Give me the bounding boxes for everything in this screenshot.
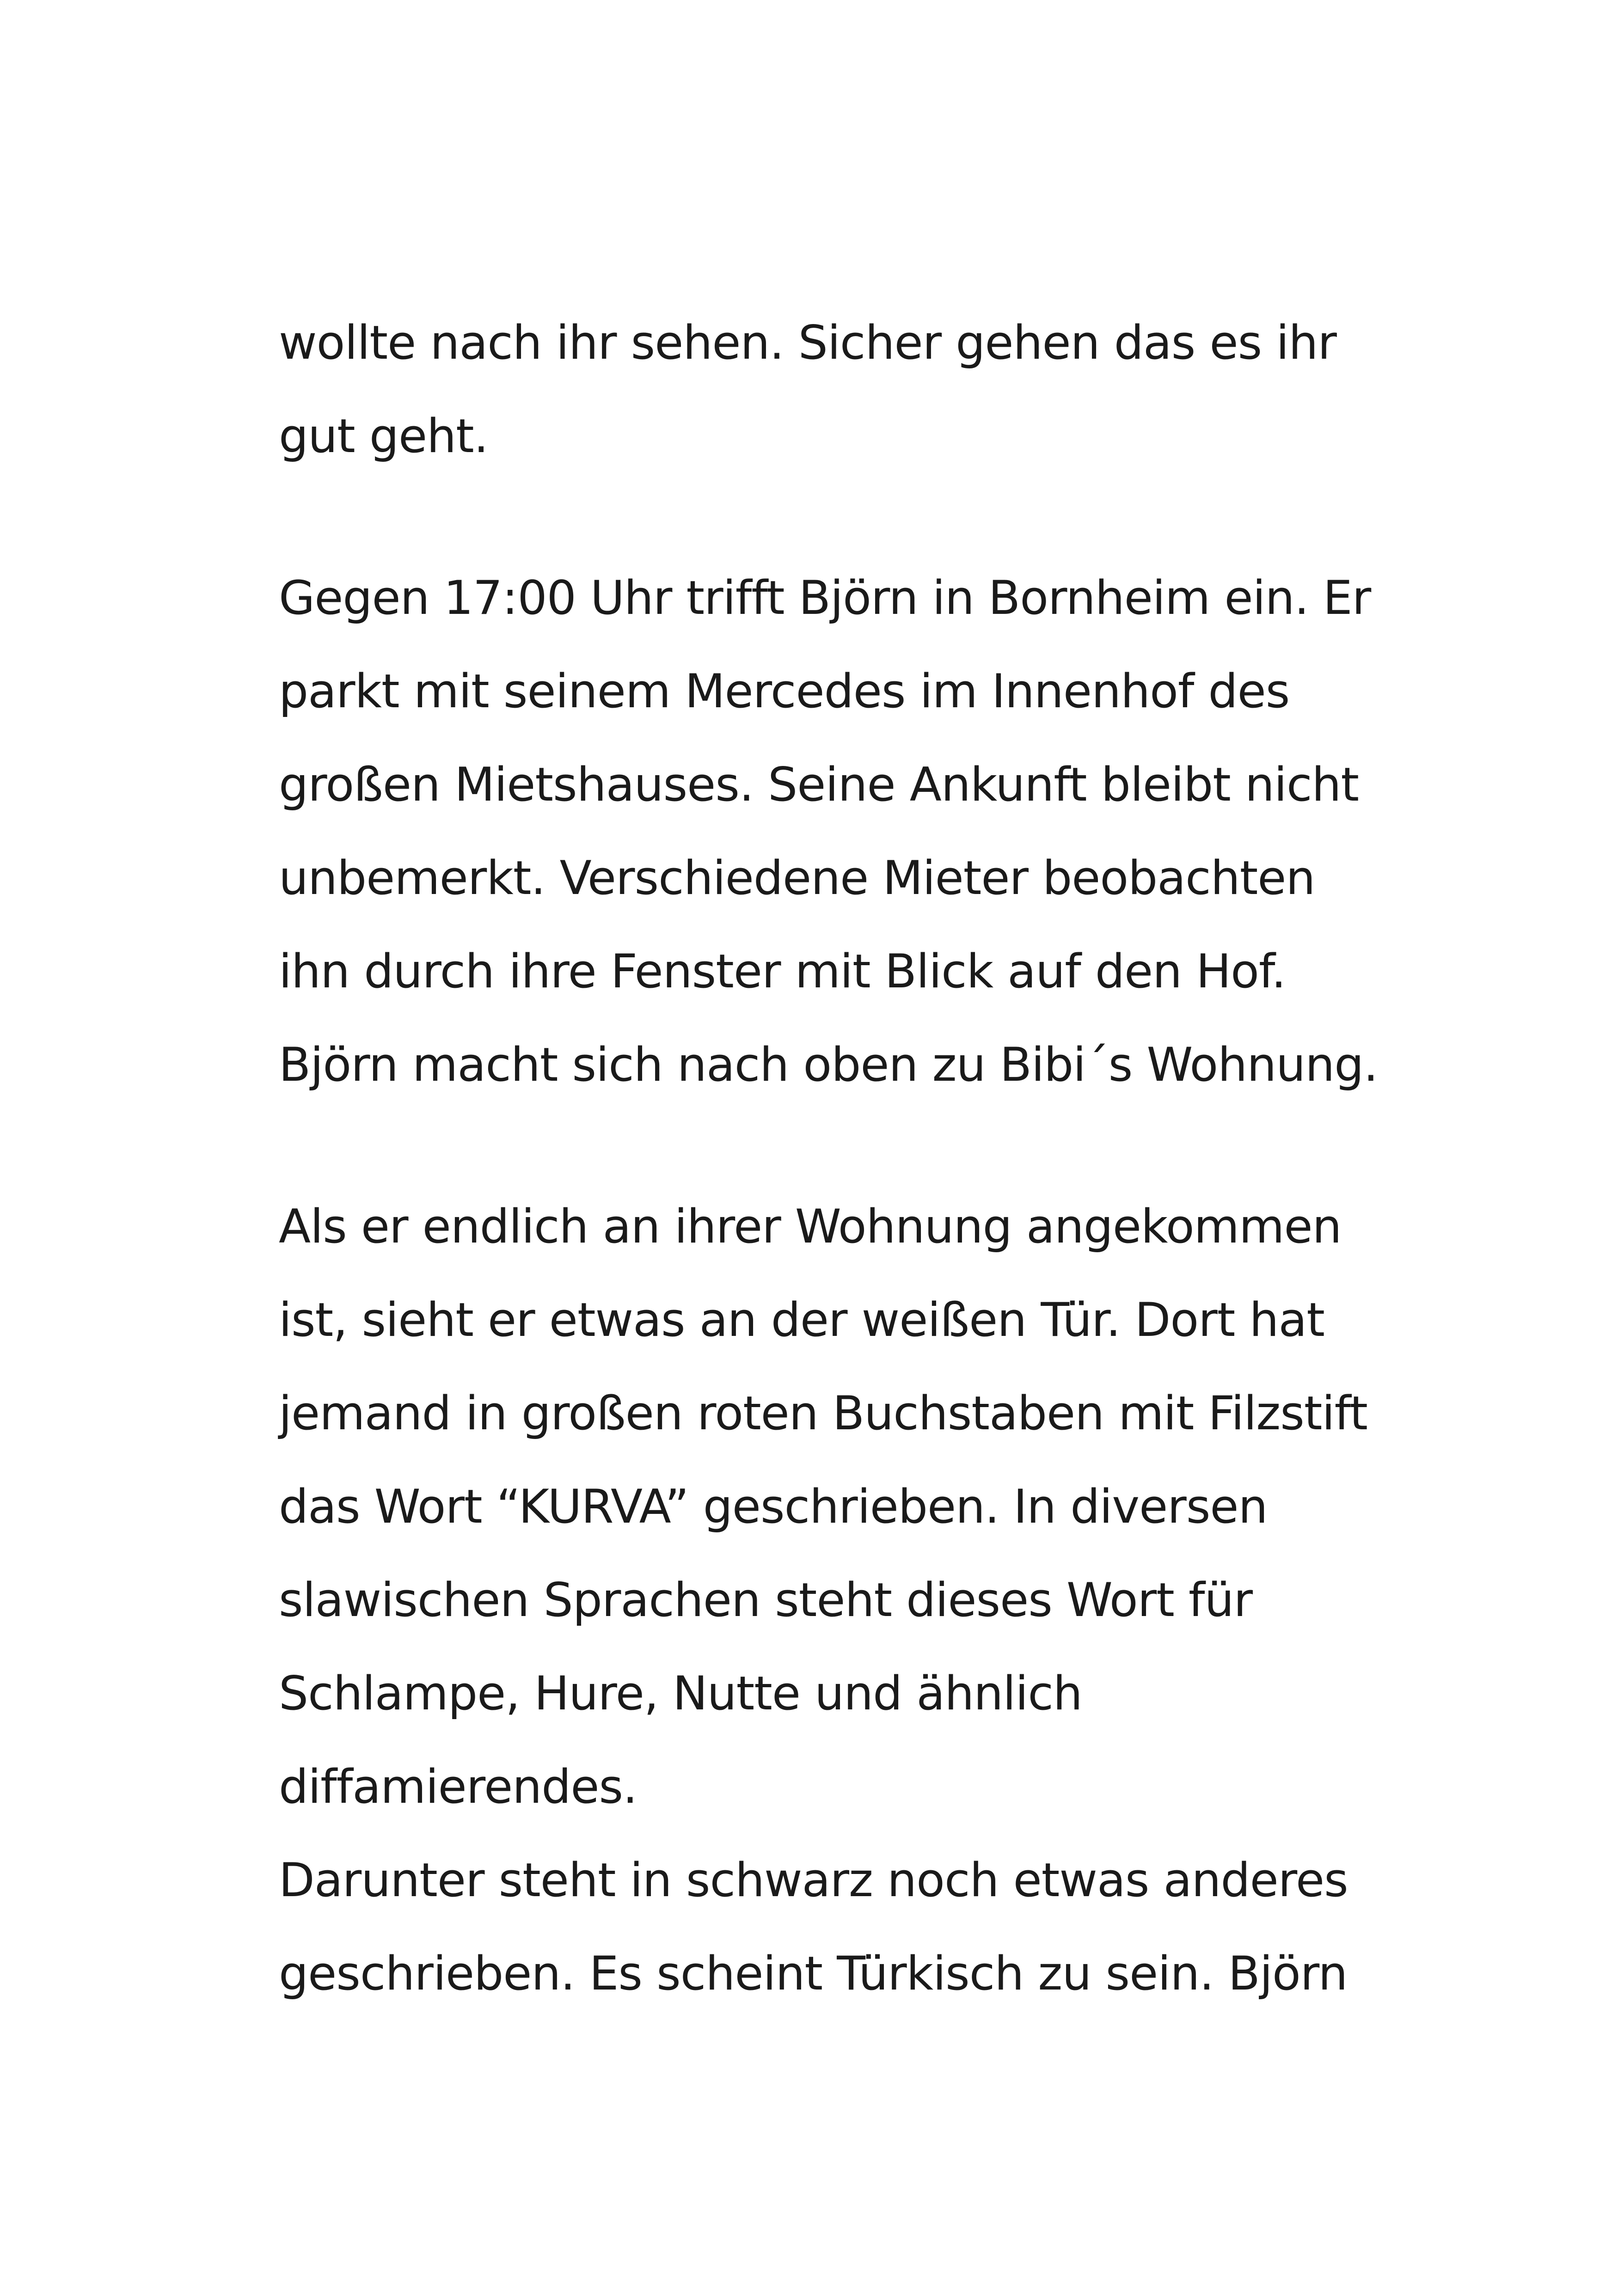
text-line: diffamierendes. — [279, 1759, 637, 1814]
text-line: ihn durch ihre Fenster mit Blick auf den Hof. — [279, 944, 1286, 998]
text-line: Darunter steht in schwarz noch etwas anderes — [279, 1853, 1348, 1907]
text-line: großen Mietshauses. Seine Ankunft bleibt nicht — [279, 757, 1359, 812]
text-line: Als er endlich an ihrer Wohnung angekommen — [279, 1199, 1342, 1254]
text-line: parkt mit seinem Mercedes im Innenhof des — [279, 664, 1290, 718]
paragraph-gap — [279, 1111, 1504, 1180]
text-line: slawischen Sprachen steht dieses Wort für — [279, 1573, 1253, 1627]
text-line: das Wort “KURVA” geschrieben. In diversen — [279, 1479, 1268, 1534]
text-line: ist, sieht er etwas an der weißen Tür. Dort hat — [279, 1292, 1324, 1347]
text-line: gut geht. — [279, 409, 488, 463]
text-line: Schlampe, Hure, Nutte und ähnlich — [279, 1666, 1082, 1720]
text-line: geschrieben. Es scheint Türkisch zu sein. Björn — [279, 1946, 1348, 2001]
text-line: Gegen 17:00 Uhr trifft Björn in Bornheim ein. Er — [279, 570, 1371, 625]
text-line: jemand in großen roten Buchstaben mit Filzstift — [279, 1386, 1367, 1440]
text-line: unbemerkt. Verschiedene Mieter beobachten — [279, 851, 1315, 905]
paragraph-gap — [279, 483, 1504, 551]
text-line: wollte nach ihr sehen. Sicher gehen das es ihr — [279, 315, 1336, 370]
text-line: Björn macht sich nach oben zu Bibi´s Wohnung. — [279, 1037, 1378, 1092]
body-text — [279, 296, 1504, 2020]
